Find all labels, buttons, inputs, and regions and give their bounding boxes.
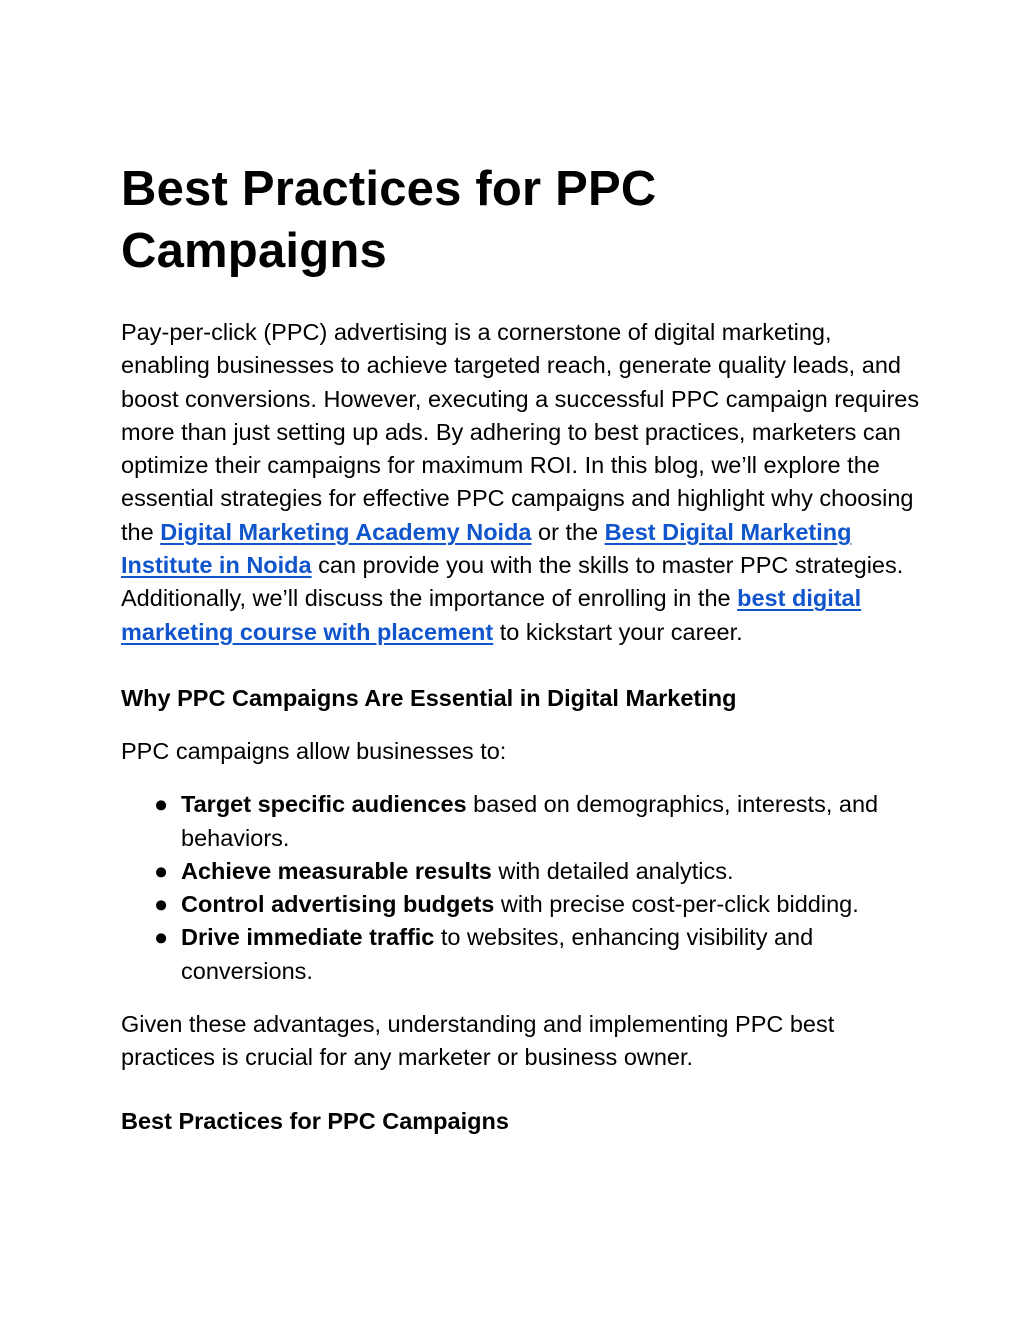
bullet-icon: ●: [154, 924, 169, 951]
intro-paragraph: [121, 316, 921, 649]
list-item: [121, 921, 921, 988]
bullet-text: to websites, enhancing visibility and conversions.: [181, 924, 814, 984]
bullet-icon: ●: [154, 891, 169, 918]
page-title: Best Practices for PPC Campaigns: [121, 162, 657, 278]
bullet-text: with precise cost-per-click bidding.: [494, 891, 859, 918]
section-closing-paragraph: Given these advantages, understanding and implementing PPC best practices is crucial for any marketer or business owner.: [121, 1011, 835, 1071]
bullet-text: based on demographics, interests, and behaviors.: [181, 791, 879, 851]
benefits-list: [121, 788, 921, 988]
bullet-icon: ●: [154, 857, 169, 884]
intro-text-1: Pay-per-click (PPC) advertising is a cornerstone of digital marketing, enabling businesses to achieve targeted reach, generate quality leads, and boost conversions. However, executing a successful PPC campaign requires more than just setting up ads. By adhering to best practices, marketers can optimize their campaigns for maximum ROI. In this blog, we’ll explore the essential strategies for effective PPC campaigns and highlight why choosing the: [121, 319, 920, 545]
section-heading-best-practices: Best Practices for PPC Campaigns: [121, 1107, 509, 1134]
link-digital-marketing-course-placement[interactable]: best digital marketing course with placement: [121, 585, 862, 645]
bullet-bold-text: Drive immediate traffic: [181, 924, 435, 951]
section-heading-why-ppc: Why PPC Campaigns Are Essential in Digital Marketing: [121, 684, 737, 711]
document-page: [121, 158, 921, 1138]
link-best-digital-marketing-institute-noida[interactable]: Best Digital Marketing Institute in Noida: [121, 518, 852, 579]
bullet-bold-text: Achieve measurable results: [181, 857, 492, 884]
intro-text-4: to kickstart your career.: [493, 618, 743, 645]
list-item: [121, 855, 921, 888]
list-item: [121, 788, 921, 855]
bullet-bold-text: Target specific audiences: [181, 791, 467, 818]
bullet-icon: ●: [154, 791, 169, 818]
section-lead: PPC campaigns allow businesses to:: [121, 737, 507, 764]
intro-text-2: or the: [531, 518, 605, 545]
list-item: [121, 888, 921, 921]
intro-text-3: can provide you with the skills to master PPC strategies. Additionally, we’ll discuss the importance of enrolling in the: [121, 552, 904, 612]
link-digital-marketing-academy-noida[interactable]: Digital Marketing Academy Noida: [160, 518, 532, 545]
bullet-bold-text: Control advertising budgets: [181, 891, 495, 918]
bullet-text: with detailed analytics.: [491, 857, 734, 884]
